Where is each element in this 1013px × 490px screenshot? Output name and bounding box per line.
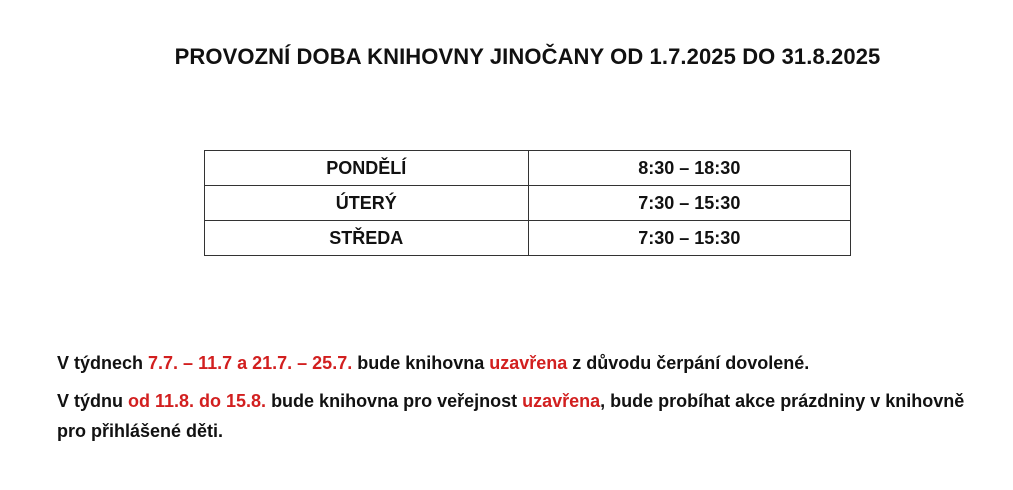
notice-text: V týdnu bbox=[57, 391, 128, 411]
day-cell: PONDĚLÍ bbox=[205, 151, 529, 186]
notice-closure-vacation bbox=[57, 348, 967, 378]
notice-closure-event bbox=[57, 386, 967, 446]
closure-dates: 7.7. – 11.7 a 21.7. – 25.7. bbox=[148, 353, 353, 373]
table-row bbox=[205, 151, 851, 186]
hours-cell: 7:30 – 15:30 bbox=[528, 221, 850, 256]
page-title: PROVOZNÍ DOBA KNIHOVNY JINOČANY OD 1.7.2025 DO 31.8.2025 bbox=[174, 44, 881, 69]
notice-text: bude knihovna bbox=[352, 353, 490, 373]
notice-text: bude knihovna pro veřejnost bbox=[266, 391, 523, 411]
hours-cell: 7:30 – 15:30 bbox=[528, 186, 850, 221]
day-cell: STŘEDA bbox=[205, 221, 529, 256]
closure-status: uzavřena bbox=[489, 353, 568, 373]
table-row bbox=[205, 221, 851, 256]
day-cell: ÚTERÝ bbox=[205, 186, 529, 221]
opening-hours-table bbox=[204, 150, 851, 256]
notice-text: , bude probíhat akce prázdniny v knihovně pro přihlášené děti. bbox=[57, 391, 965, 441]
table-row bbox=[205, 186, 851, 221]
notice-section bbox=[57, 348, 967, 454]
notice-text: V týdnech bbox=[57, 353, 149, 373]
hours-cell: 8:30 – 18:30 bbox=[528, 151, 850, 186]
notice-text: z důvodu čerpání dovolené. bbox=[567, 353, 810, 373]
closure-status: uzavřena bbox=[522, 391, 601, 411]
closure-dates: od 11.8. do 15.8. bbox=[128, 391, 267, 411]
